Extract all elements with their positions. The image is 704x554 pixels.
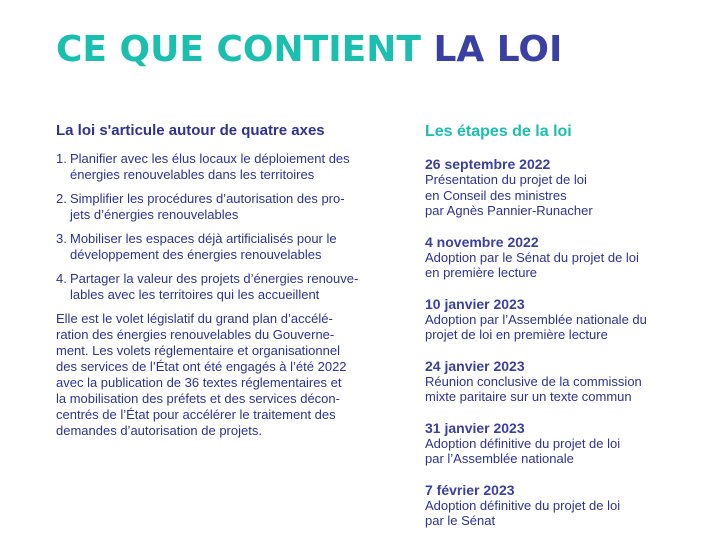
step-line: Présentation du projet de loi bbox=[425, 172, 587, 187]
step-line: projet de loi en première lecture bbox=[425, 327, 608, 342]
paragraph-line: des services de l’État ont été engagés à l’été 2022 bbox=[56, 359, 347, 374]
context-paragraph bbox=[56, 311, 366, 439]
timeline-step bbox=[425, 156, 685, 219]
timeline-step bbox=[425, 358, 685, 405]
axis-text-line: Partager la valeur des projets d’énergies renouve- bbox=[70, 271, 359, 286]
step-line: en Conseil des ministres bbox=[425, 187, 567, 203]
step-line: Adoption par le Sénat du projet de loi bbox=[425, 249, 639, 265]
timeline-step bbox=[425, 296, 685, 343]
step-line: Adoption par l’Assemblée nationale du bbox=[425, 311, 647, 327]
paragraph-line: Elle est le volet législatif du grand plan d’accélé- bbox=[56, 311, 333, 326]
paragraph-line: demandes d’autorisation de projets. bbox=[56, 423, 262, 438]
axis-number: 2. bbox=[56, 191, 67, 206]
step-line: mixte paritaire sur un texte commun bbox=[425, 389, 632, 404]
step-description bbox=[425, 250, 685, 281]
step-date: 26 septembre 2022 bbox=[425, 156, 551, 172]
axes-heading: La loi s'articule autour de quatre axes bbox=[56, 122, 325, 139]
step-line: Adoption définitive du projet de loi bbox=[425, 497, 621, 513]
axis-text-line: Mobiliser les espaces déjà artificialisés pour le bbox=[70, 231, 337, 246]
step-date: 24 janvier 2023 bbox=[425, 357, 525, 374]
paragraph-line: ration des énergies renouvelables du Gouverne- bbox=[56, 327, 335, 342]
paragraph-line: ment. Les volets réglementaire et organisationnel bbox=[56, 343, 340, 358]
axis-number: 1. bbox=[56, 151, 67, 166]
paragraph-line: avec la publication de 36 textes réglementaires et bbox=[56, 375, 342, 390]
step-description bbox=[425, 436, 685, 467]
step-line: par l’Assemblée nationale bbox=[425, 451, 574, 466]
axes-section bbox=[56, 121, 366, 439]
timeline-step bbox=[425, 420, 685, 467]
axis-item bbox=[56, 191, 366, 223]
axis-text-line: jets d’énergies renouvelables bbox=[70, 207, 239, 222]
axis-item bbox=[56, 231, 366, 263]
axis-text-line: développement des énergies renouvelables bbox=[70, 247, 322, 262]
step-line: par Agnès Pannier-Runacher bbox=[425, 203, 593, 218]
timeline-step bbox=[425, 482, 685, 529]
timeline-section bbox=[425, 122, 685, 544]
step-date: 10 janvier 2023 bbox=[425, 295, 525, 312]
step-line: Réunion conclusive de la commission bbox=[425, 373, 642, 389]
axis-text-line: Simplifier les procédures d’autorisation des pro- bbox=[70, 191, 345, 206]
title-part-navy: LA LOI bbox=[433, 29, 563, 70]
axis-item bbox=[56, 271, 366, 303]
axis-item bbox=[56, 151, 366, 183]
timeline-heading: Les étapes de la loi bbox=[425, 123, 572, 140]
step-date: 4 novembre 2022 bbox=[425, 233, 539, 250]
step-date: 31 janvier 2023 bbox=[425, 419, 525, 436]
axis-text-line: Planifier avec les élus locaux le déploiement des bbox=[70, 151, 350, 166]
paragraph-line: centrés de l’État pour accélérer le traitement des bbox=[56, 407, 336, 422]
step-description bbox=[425, 374, 685, 405]
page-title bbox=[56, 28, 562, 72]
axis-text-line: énergies renouvelables dans les territoires bbox=[70, 167, 315, 182]
step-date: 7 février 2023 bbox=[425, 481, 515, 498]
paragraph-line: la mobilisation des préfets et des services décon- bbox=[56, 391, 340, 406]
title-part-teal: CE QUE CONTIENT bbox=[56, 29, 421, 70]
axis-number: 3. bbox=[56, 231, 67, 246]
timeline-step bbox=[425, 234, 685, 281]
step-line: en première lecture bbox=[425, 265, 537, 280]
step-description bbox=[425, 172, 685, 219]
step-line: Adoption définitive du projet de loi bbox=[425, 435, 621, 451]
step-description bbox=[425, 498, 685, 529]
axis-text-line: lables avec les territoires qui les accueillent bbox=[70, 287, 320, 302]
step-description bbox=[425, 312, 685, 343]
step-line: par le Sénat bbox=[425, 513, 496, 528]
axes-list bbox=[56, 151, 366, 303]
axis-number: 4. bbox=[56, 271, 67, 286]
